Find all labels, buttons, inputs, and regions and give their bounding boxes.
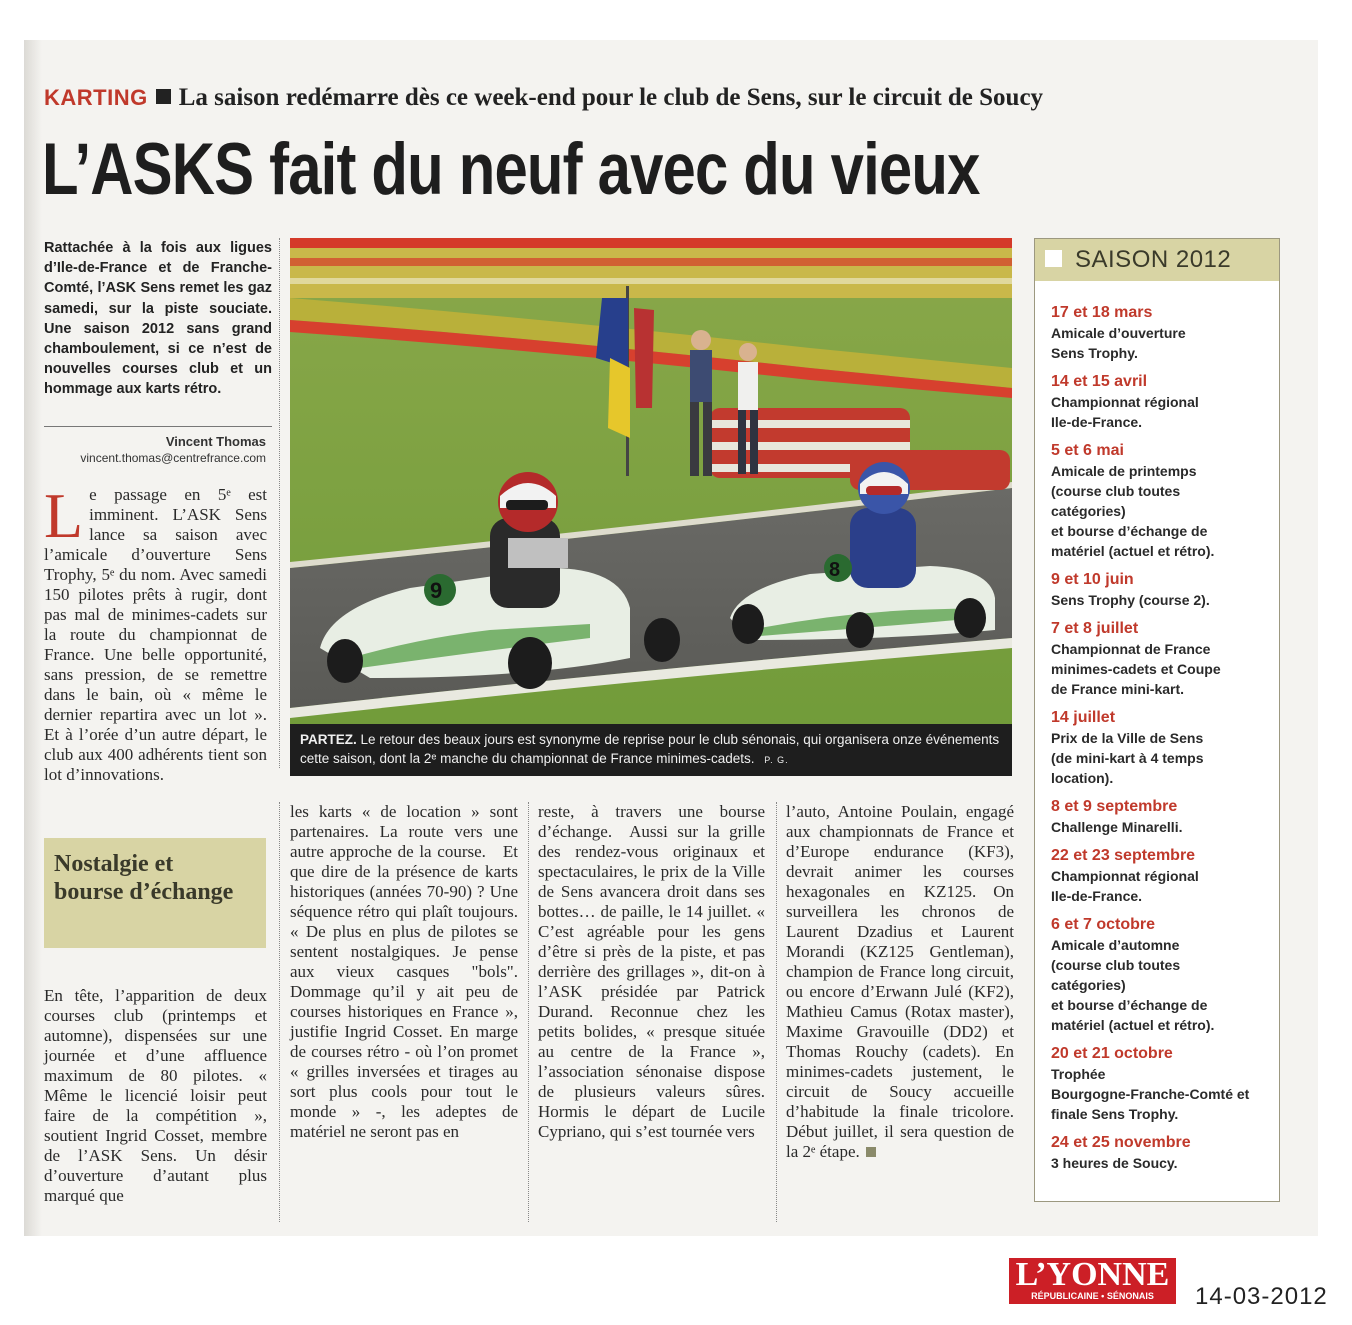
logo-subtitle: RÉPUBLICAINE • SÉNONAIS [1031, 1291, 1154, 1301]
event-date: 22 et 23 septembre [1051, 847, 1196, 864]
caption-lead: PARTEZ. [300, 732, 357, 747]
event-item [1051, 303, 1275, 363]
column-3-text: reste, à travers une bourse d’échange. Aussi sur la grille des rendez-vous originaux et spectaculaires, le prix de la Ville de Sens avancera droit dans ses bottes… de paille, le 14 juillet. « C’est agréable pour les gens d’être si près de la piste, et pas derrière des grillages », dit-on à l’ASK présidée par Patrick Durand. Reconnue chez les petits bolides, « presque située au centre de la France », l’association sénonaise dispose de plusieurs valeurs sûres. Hormis le départ de Lucile Cypriano, qui s’est tournée vers [538, 802, 765, 1141]
season-header [1035, 239, 1279, 281]
kicker [44, 84, 1294, 112]
event-item [1051, 1044, 1275, 1124]
event-item [1051, 708, 1275, 788]
event-text: Championnat de France minimes-cadets et Coupe de France mini-kart. [1051, 641, 1221, 697]
event-date: 6 et 7 octobre [1051, 916, 1156, 933]
event-date: 24 et 25 novembre [1051, 1134, 1191, 1151]
event-text: Championnat régional Ile-de-France. [1051, 394, 1199, 430]
lede-paragraph [44, 480, 267, 785]
kicker-text: La saison redémarre dès ce week-end pour le club de Sens, sur le circuit de Soucy [178, 84, 1044, 111]
event-text: Challenge Minarelli. [1051, 819, 1183, 835]
event-item [1051, 372, 1275, 432]
event-date: 9 et 10 juin [1051, 571, 1134, 588]
drop-cap: L [44, 480, 84, 551]
event-text: Amicale d’automne (course club toutes catégories) et bourse d’échange de matériel (actuel et rétro). [1051, 937, 1215, 1033]
logo-name: L’YONNE [1015, 1256, 1170, 1293]
event-date: 17 et 18 mars [1051, 304, 1153, 321]
event-date: 7 et 8 juillet [1051, 620, 1139, 637]
karting-photo [290, 238, 1012, 776]
headline: L’ASKS fait du neuf avec du vieux [42, 129, 980, 210]
lede-text: e passage en 5ᵉ est imminent. L’ASK Sens lance sa saison avec l’amicale d’ouverture Sens Trophy, 5ᵉ du nom. Avec samedi 150 pilotes prêts à rugir, dont pas mal de minimes-cadets sur la route du championnat de France. Une belle opportunité, sans pression, de se remettre dans le bain, où « même le dernier repartira avec un lot ». Et à l’orée d’un autre départ, le club aux 400 adhérents tient son lot d’innovations. [44, 485, 267, 784]
kicker-tag: KARTING [44, 85, 148, 110]
event-date: 14 et 15 avril [1051, 373, 1148, 390]
event-list [1051, 303, 1275, 1182]
event-item [1051, 441, 1275, 561]
event-text: Sens Trophy (course 2). [1051, 592, 1210, 608]
event-text: Trophée Bourgogne-Franche-Comté et finale Sens Trophy. [1051, 1066, 1250, 1122]
caption-text: Le retour des beaux jours est synonyme de reprise pour le club sénonais, qui organisera onze événements cette saison, dont la 2ᵉ manche du championnat de France minimes-cadets. [300, 732, 1000, 766]
column-divider [528, 802, 529, 1222]
column-4-body: l’auto, Antoine Poulain, engagé aux championnats de France et d’Europe endurance (KF3), devrait animer les courses hexagonales en KZ125. On surveillera les chronos de Laurent Dzadius et Laurent Morandi (KZ125 Gentleman), champion de France long circuit, ou encore d’Erwann Julé (KF2), Mathieu Camus (Rotax master), Maxime Gravouille (DD2) et Thomas Rouchy (cadets). En minimes-cadets justement, le circuit de Soucy accueille d’habitude la finale tricolore. Début juillet, il sera question de la 2ᵉ étape. [786, 802, 1014, 1161]
column-2-text: les karts « de location » sont partenaires. La route vers une autre approche de la course. Et que dire de la présence de karts historiques (années 70-90) ? Une séquence rétro qui plaît toujours. « De plus en plus de pilotes se sentent nostalgiques. Je pense aux vieux casques "bols". Dommage qu’il y ait peu de courses historiques en France », justifie Ingrid Cosset. En marge de courses rétro - où l’on promet « grilles inversées et tirages au sort plus cools pour tout le monde » -, les adeptes de matériel ne seront pas en [290, 802, 518, 1141]
author-email: vincent.thomas@centrefrance.com [80, 451, 266, 465]
square-bullet-icon [156, 89, 171, 104]
event-text: Championnat régional Ile-de-France. [1051, 868, 1199, 904]
newspaper-clipping [24, 40, 1318, 1236]
end-mark-icon [866, 1147, 876, 1157]
event-item [1051, 619, 1275, 699]
subhead-box [44, 838, 266, 948]
photo-credit: P. G. [764, 755, 789, 765]
page-fold-shadow [24, 40, 42, 1236]
intro-paragraph: Rattachée à la fois aux ligues d’Ile-de-France et de Franche-Comté, l’ASK Sens remet les gaz samedi, sur la piste souciate. Une saison 2012 sans grand chamboulement, si ce n’est de nouvelles courses club et un hommage aux karts rétro. [44, 240, 272, 398]
subhead-title: Nostalgie et bourse d’échange [54, 851, 234, 905]
season-sidebar [1034, 238, 1280, 1202]
kart-number-8: 8 [829, 559, 841, 581]
event-text: Amicale d’ouverture Sens Trophy. [1051, 325, 1186, 361]
event-date: 14 juillet [1051, 709, 1116, 726]
author-name: Vincent Thomas [165, 434, 266, 449]
newspaper-logo [1009, 1258, 1176, 1304]
karting-race-illustration [290, 238, 1012, 776]
photo-caption [290, 724, 1012, 776]
event-text: 3 heures de Soucy. [1051, 1155, 1178, 1171]
event-date: 8 et 9 septembre [1051, 798, 1178, 815]
column-divider [279, 802, 280, 1222]
event-item [1051, 915, 1275, 1035]
event-item [1051, 1133, 1275, 1173]
kart-number-9: 9 [430, 578, 443, 603]
event-date: 5 et 6 mai [1051, 442, 1124, 459]
column-4-text [786, 802, 1014, 1162]
column-divider [279, 238, 280, 768]
season-title: SAISON 2012 [1075, 246, 1232, 273]
event-item [1051, 846, 1275, 906]
square-bullet-icon [1045, 250, 1062, 267]
event-text: Amicale de printemps (course club toutes catégories) et bourse d’échange de matériel (actuel et rétro). [1051, 463, 1215, 559]
event-item [1051, 570, 1275, 610]
column-1-text: En tête, l’apparition de deux courses club (printemps et automne), dispensées sur une journée et d’une affluence maximum de 80 pilotes. « Même le licencié loisir peut faire de la compétition », soutient Ingrid Cosset, membre de l’ASK Sens. Un désir d’ouverture d’autant plus marqué que [44, 986, 267, 1205]
column-divider [776, 802, 777, 1222]
byline-divider [44, 426, 272, 427]
event-text: Prix de la Ville de Sens (de mini-kart à 4 temps location). [1051, 730, 1204, 786]
publication-date: 14-03-2012 [1195, 1283, 1328, 1310]
event-item [1051, 797, 1275, 837]
event-date: 20 et 21 octobre [1051, 1045, 1173, 1062]
